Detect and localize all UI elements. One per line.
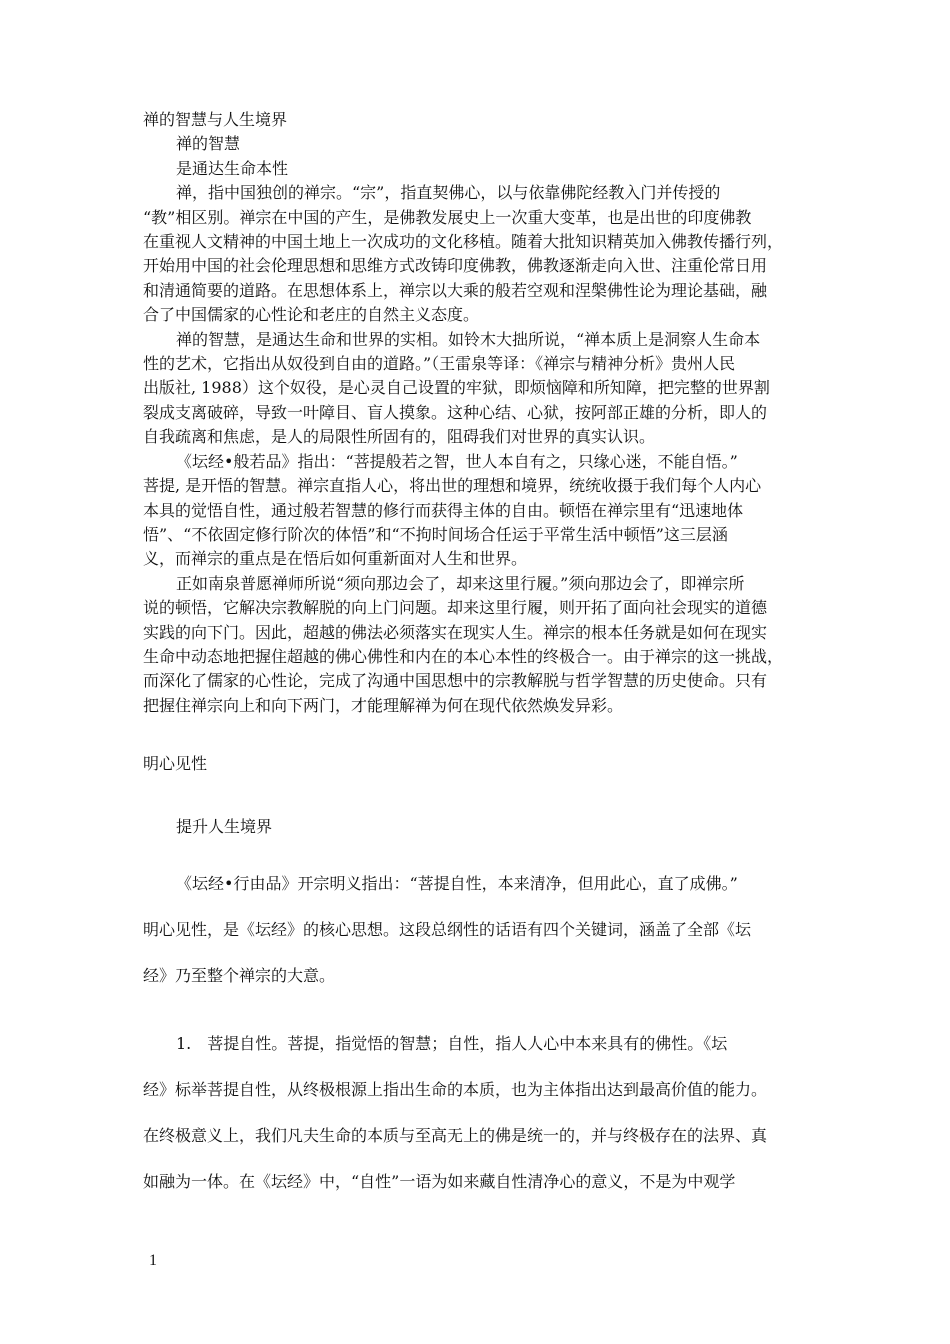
paragraph-2 <box>143 328 811 450</box>
text-line: 和清通简要的道路。在思想体系上，禅宗以大乘的般若空观和涅槃佛性论为理论基础，融 <box>143 280 768 300</box>
text-line: 出版社, 1988）这个奴役，是心灵自己设置的牢狱，即烦恼障和所知障，把完整的世界割 <box>143 378 770 398</box>
text-line: 如融为一体。在《坛经》中，“自性”一语为如来藏自性清净心的意义，不是为中观学 <box>143 1171 736 1191</box>
text-line: 悟”、“不依固定修行阶次的体悟”和“不拘时间场合任运于平常生活中顿悟”这三层涵 <box>143 524 728 544</box>
text-line: 禅，指中国独创的禅宗。“宗”，指直契佛心，以与依靠佛陀经教入门并传授的 <box>176 183 721 203</box>
text-line: 生命中动态地把握住超越的佛心佛性和内在的本心本性的终极合一。由于禅宗的这一挑战， <box>143 646 784 666</box>
section-heading-2: 明心见性 <box>143 754 208 774</box>
text-line: 《坛经•般若品》指出：“菩提般若之智，世人本自有之，只缘心迷，不能自悟。” <box>176 451 738 471</box>
section-subheading: 是通达生命本性 <box>176 158 289 178</box>
document-title: 禅的智慧与人生境界 <box>143 110 288 129</box>
text-line: 禅的智慧，是通达生命和世界的实相。如铃木大拙所说，“禅本质上是洞察人生命本 <box>176 329 761 349</box>
text-line: 在重视人文精神的中国土地上一次成功的文化移植。随着大批知识精英加入佛教传播行列， <box>143 232 784 252</box>
text-line: 而深化了儒家的心性论，完成了沟通中国思想中的宗教解脱与哲学智慧的历史使命。只有 <box>143 671 768 691</box>
text-line: 裂成支离破碎，导致一叶障目、盲人摸象。这种心结、心狱，按阿部正雄的分析，即人的 <box>143 402 768 422</box>
paragraph-1 <box>143 181 811 327</box>
text-line: 实践的向下门。因此，超越的佛法必须落实在现实人生。禅宗的根本任务就是如何在现实 <box>143 622 768 642</box>
text-line: “教”相区别。禅宗在中国的产生，是佛教发展史上一次重大变革，也是出世的印度佛教 <box>143 207 752 227</box>
section-heading: 禅的智慧 <box>176 134 241 154</box>
paragraph-4 <box>143 572 811 718</box>
text-line: 开始用中国的社会伦理思想和思维方式改铸印度佛教，佛教逐渐走向入世、注重伦常日用 <box>143 256 768 276</box>
text-line: 经》乃至整个禅宗的大意。 <box>143 965 336 985</box>
text-line: 说的顿悟，它解决宗教解脱的向上门问题。却来这里行履，则开拓了面向社会现实的道德 <box>143 598 768 618</box>
paragraph-5 <box>143 861 811 999</box>
numbered-item-line: 1. 菩提自性。菩提，指觉悟的智慧；自性，指人人心中本来具有的佛性。《坛 <box>176 1033 728 1053</box>
text-line: 自我疏离和焦虑，是人的局限性所固有的，阻碍我们对世界的真实认识。 <box>143 427 656 447</box>
text-line: 性的艺术，它指出从奴役到自由的道路。”（王雷泉等译：《禅宗与精神分析》贵州人民 <box>143 354 736 374</box>
text-line: 正如南泉普愿禅师所说“须向那边会了，却来这里行履。”须向那边会了，即禅宗所 <box>176 573 745 593</box>
text-line: 本具的觉悟自性，通过般若智慧的修行而获得主体的自由。顿悟在禅宗里有“迅速地体 <box>143 500 744 520</box>
paragraph-3 <box>143 450 811 572</box>
text-line: 在终极意义上，我们凡夫生命的本质与至高无上的佛是统一的，并与终极存在的法界、真 <box>143 1125 768 1145</box>
page-number: 1 <box>149 1252 157 1269</box>
document-body <box>143 108 811 1205</box>
paragraph-6 <box>143 1021 811 1205</box>
text-line: 明心见性，是《坛经》的核心思想。这段总纲性的话语有四个关键词，涵盖了全部《坛 <box>143 919 752 939</box>
text-line: 义，而禅宗的重点是在悟后如何重新面对人生和世界。 <box>143 549 528 569</box>
text-line: 《坛经•行由品》开宗明义指出：“菩提自性，本来清净，但用此心，直了成佛。” <box>176 873 738 893</box>
text-line: 经》标举菩提自性，从终极根源上指出生命的本质，也为主体指出达到最高价值的能力。 <box>143 1079 768 1099</box>
text-line: 合了中国儒家的心性论和老庄的自然主义态度。 <box>143 305 480 325</box>
text-line: 把握住禅宗向上和向下两门，才能理解禅为何在现代依然焕发异彩。 <box>143 695 624 715</box>
section-heading-3: 提升人生境界 <box>176 816 273 836</box>
text-line: 菩提, 是开悟的智慧。禅宗直指人心，将出世的理想和境界，统统收摄于我们每个人内心 <box>143 476 762 496</box>
